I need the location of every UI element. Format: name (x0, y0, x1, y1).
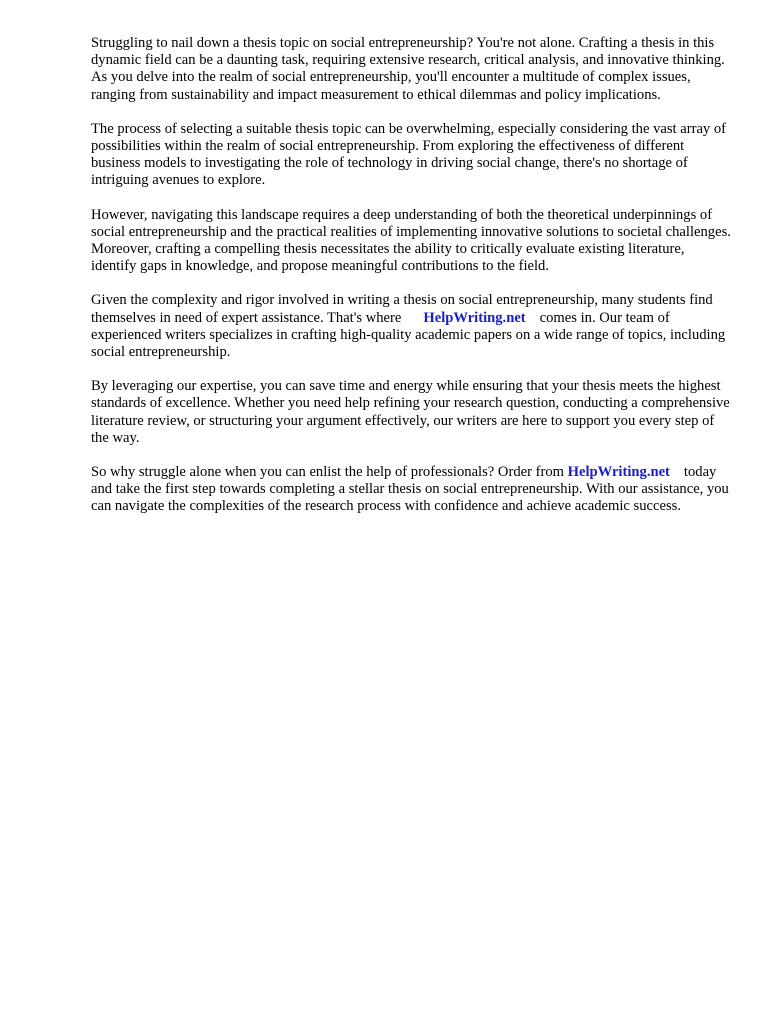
paragraph-cta-text-before: So why struggle alone when you can enlist the help of professionals? Order from (91, 464, 564, 481)
paragraph-intro: Struggling to nail down a thesis topic on social entrepreneurship? You're not alone. Crafting a thesis in this dynamic field can be a daunting task, requiring extensive research, critical analysis, and innovative thinking. As you delve into the realm of social entrepreneurship, you'll encounter a multitude of complex issues, ranging from sustainability and impact measurement to ethical dilemmas and policy implications. (91, 35, 725, 103)
paragraph-assistance-text-before: Given the complexity and rigor involved in writing a thesis on social entrepreneurship, many students find themselves in need of expert assistance. That's where (91, 292, 713, 326)
paragraph-expertise: By leveraging our expertise, you can save time and energy while ensuring that your thesis meets the highest standards of excellence. Whether you need help refining your research question, conducting a comprehensive literature review, or structuring your argument effectively, our writers are here to support you every step of the way. (91, 378, 730, 446)
helpwriting-link[interactable]: HelpWriting.net (423, 309, 526, 326)
helpwriting-order-link[interactable]: HelpWriting.net (567, 464, 670, 481)
paragraph-topic-selection: The process of selecting a suitable thesis topic can be overwhelming, especially considering the vast array of possibilities within the realm of social entrepreneurship. From exploring the effectiveness of different business models to investigating the role of technology in driving social change, there's no shortage of intriguing avenues to explore. (91, 120, 727, 189)
paragraph-assistance (91, 292, 731, 361)
paragraph-cta-text-after: today and take the first step towards completing a stellar thesis on social entrepreneurship. With our assistance, you can navigate the complexities of the research process with confidence and achieve academic success. (91, 464, 729, 515)
paragraph-landscape: However, navigating this landscape requires a deep understanding of both the theoretical underpinnings of social entrepreneurship and the practical realities of implementing innovative solutions to societal challenges. Moreover, crafting a compelling thesis necessitates the ability to critically evaluate existing literature, identify gaps in knowledge, and propose meaningful contributions to the field. (91, 206, 731, 275)
paragraph-assistance-text-after: comes in. Our team of experienced writers specializes in crafting high-quality academic papers on a wide range of topics, including social entrepreneurship. (91, 309, 726, 361)
paragraph-call-to-action (91, 464, 731, 516)
document-body (91, 35, 731, 533)
